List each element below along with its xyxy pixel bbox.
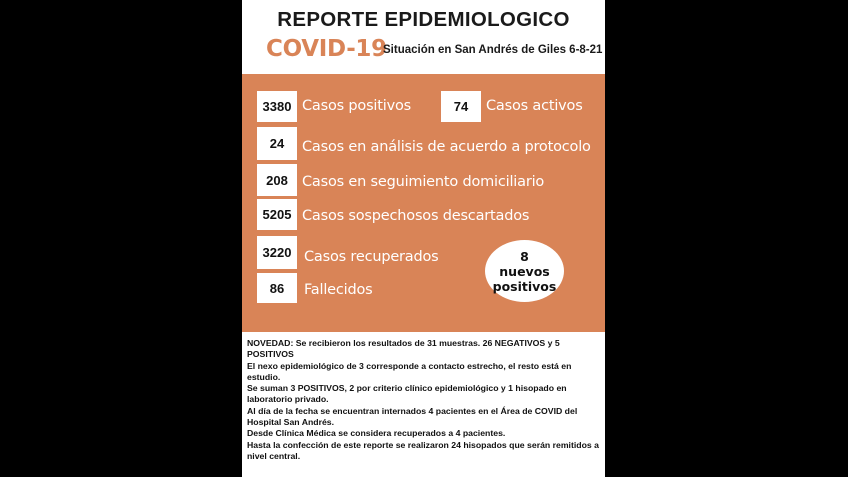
report-title: REPORTE EPIDEMIOLOGICO: [277, 8, 570, 31]
positive-cases-count: 3380: [257, 91, 297, 122]
new-positives-line1: nuevos: [499, 263, 550, 279]
note-line: NOVEDAD: Se recibieron los resultados de 31 muestras. 26 NEGATIVOS y 5 POSITIVOS: [247, 338, 560, 360]
note-line: Desde Clínica Médica se considera recuperados a 4 pacientes.: [247, 428, 506, 439]
analysis-cases-count: 24: [257, 127, 297, 160]
analysis-cases-label: Casos en análisis de acuerdo a protocolo: [302, 139, 591, 155]
discarded-cases-count: 5205: [257, 199, 297, 230]
new-positives-line2: positivos: [492, 278, 557, 294]
recovered-cases-label: Casos recuperados: [304, 249, 439, 265]
deaths-label: Fallecidos: [304, 282, 373, 298]
active-cases-label: Casos activos: [486, 98, 583, 114]
home-followup-count: 208: [257, 164, 297, 196]
deaths-count: 86: [257, 273, 297, 303]
note-line: Hasta la confección de este reporte se realizaron 24 hisopados que serán remitidos a nivel central.: [247, 439, 599, 461]
discarded-cases-label: Casos sospechosos descartados: [302, 208, 530, 224]
stats-panel: [242, 74, 605, 332]
covid-heading: COVID-19: [266, 36, 387, 62]
note-line: Al día de la fecha se encuentran internados 4 pacientes en el Área de COVID del Hospital San Andrés.: [247, 405, 578, 428]
news-notes: [247, 338, 603, 462]
situation-date: Situación en San Andrés de Giles 6-8-21: [383, 44, 603, 56]
recovered-cases-count: 3220: [257, 236, 297, 269]
new-positives-count: 8: [520, 248, 529, 264]
active-cases-count: 74: [441, 91, 481, 122]
note-line: Se suman 3 POSITIVOS, 2 por criterio clínico epidemiológico y 1 hisopado en laboratorio privado.: [247, 383, 567, 405]
home-followup-label: Casos en seguimiento domiciliario: [302, 174, 545, 190]
new-positives-badge: [485, 240, 564, 302]
epidemiological-report: [242, 0, 605, 477]
note-line: El nexo epidemiológico de 3 corresponde a contacto estrecho, el resto está en estudio.: [247, 360, 572, 382]
positive-cases-label: Casos positivos: [302, 98, 411, 114]
